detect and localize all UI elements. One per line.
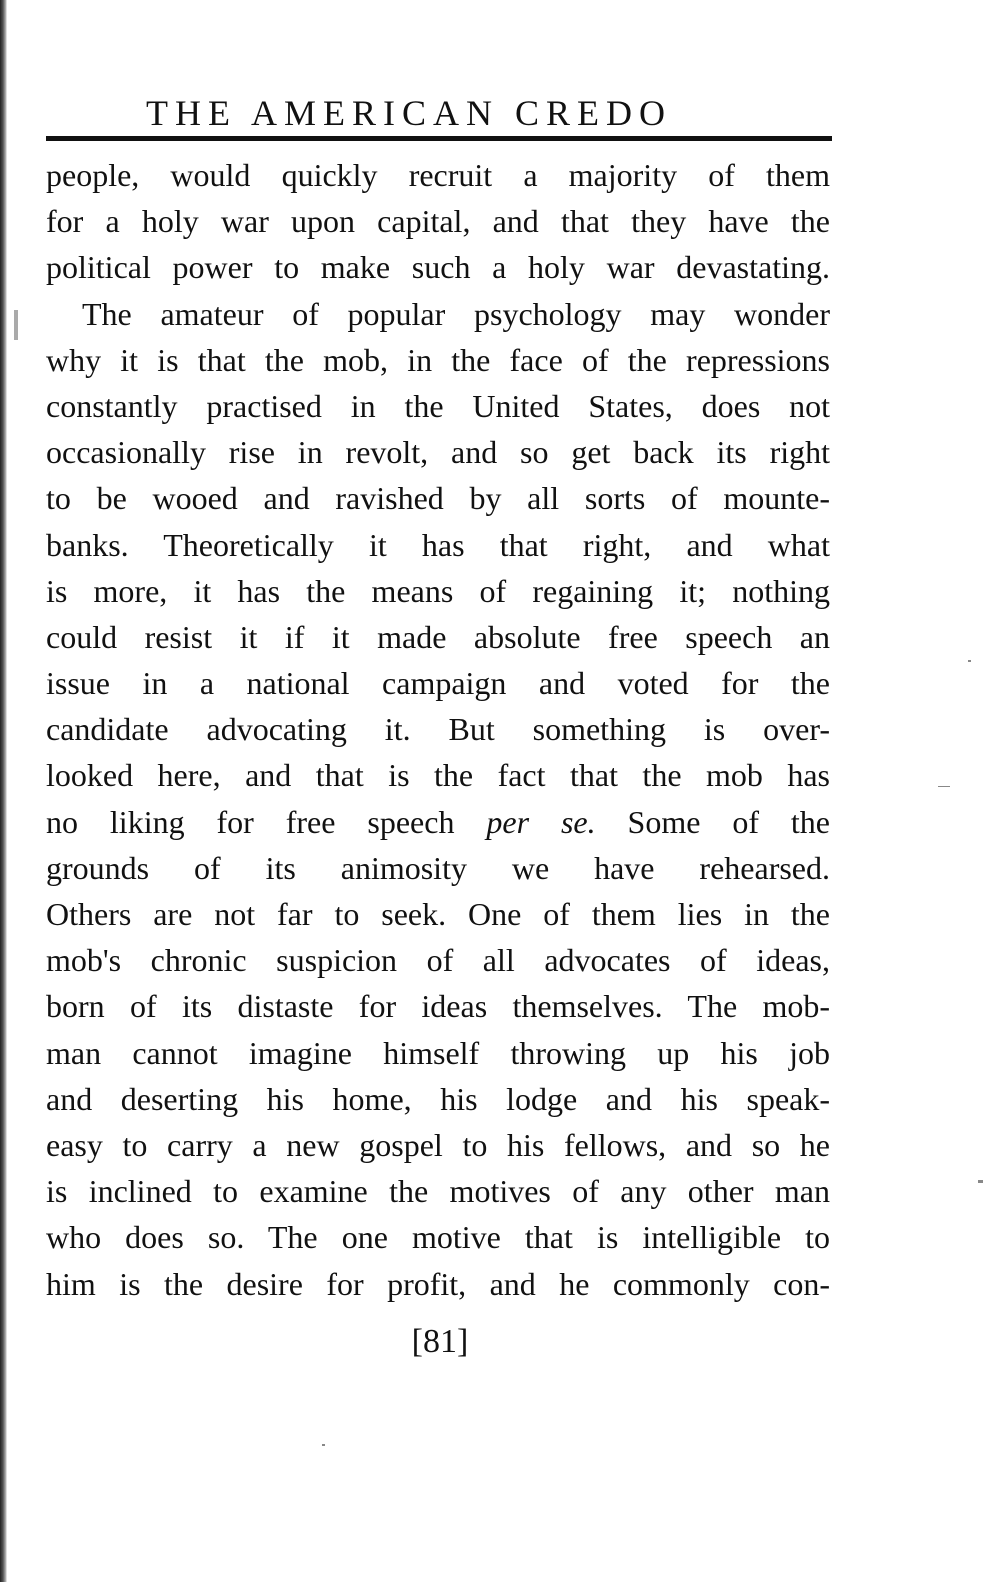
text-line: man cannot imagine himself throwing up his job (46, 1034, 830, 1071)
text-line: who does so. The one motive that is intelligible to (46, 1219, 830, 1256)
text-line: candidate advocating it. But something is over- (46, 711, 830, 748)
text-line-with-italic (46, 799, 830, 845)
text-line: looked here, and that is the fact that the mob has (46, 757, 830, 794)
scan-speck (322, 1444, 325, 1446)
text-line: for a holy war upon capital, and that they have the (46, 203, 830, 240)
text-line: him is the desire for profit, and he commonly con- (46, 1265, 830, 1302)
text-line: and deserting his home, his lodge and his speak- (46, 1080, 830, 1117)
scan-speck (978, 1180, 983, 1183)
text-line: to be wooed and ravished by all sorts of mounte- (46, 480, 830, 517)
scan-speck (968, 660, 971, 662)
text-line: issue in a national campaign and voted for the (46, 665, 830, 702)
running-head: THE AMERICAN CREDO (146, 93, 673, 133)
text-line: mob's chronic suspicion of all advocates of ideas, (46, 942, 830, 979)
text-line: grounds of its animosity we have rehearsed. (46, 849, 830, 886)
text-line: people, would quickly recruit a majority of them (46, 157, 830, 193)
text-line-paragraph-start: The amateur of popular psychology may wonder (82, 295, 830, 332)
text-line: Others are not far to seek. One of them lies in the (46, 896, 830, 932)
text-line: occasionally rise in revolt, and so get back its right (46, 434, 830, 471)
text-line: banks. Theoretically it has that right, and what (46, 526, 830, 563)
text-segment: no liking for free speech (46, 803, 487, 840)
page-number: [81] (411, 1323, 469, 1360)
body-text (46, 152, 830, 1307)
text-line: easy to carry a new gospel to his fellows, and so he (46, 1126, 830, 1163)
text-line: is inclined to examine the motives of any other man (46, 1173, 830, 1210)
italic-phrase: per se. (486, 803, 596, 840)
text-line: why it is that the mob, in the face of the repressions (46, 341, 830, 378)
text-line: constantly practised in the United States, does not (46, 387, 830, 424)
header-rule (46, 136, 832, 141)
scan-speck (938, 786, 950, 787)
text-line: is more, it has the means of regaining it; nothing (46, 572, 830, 609)
text-line: could resist it if it made absolute free speech an (46, 618, 830, 655)
text-line: political power to make such a holy war devastating. (46, 249, 830, 286)
scan-speck (14, 310, 18, 340)
text-line: born of its distaste for ideas themselves. The mob- (46, 988, 830, 1025)
text-segment: Some of the (595, 803, 830, 840)
